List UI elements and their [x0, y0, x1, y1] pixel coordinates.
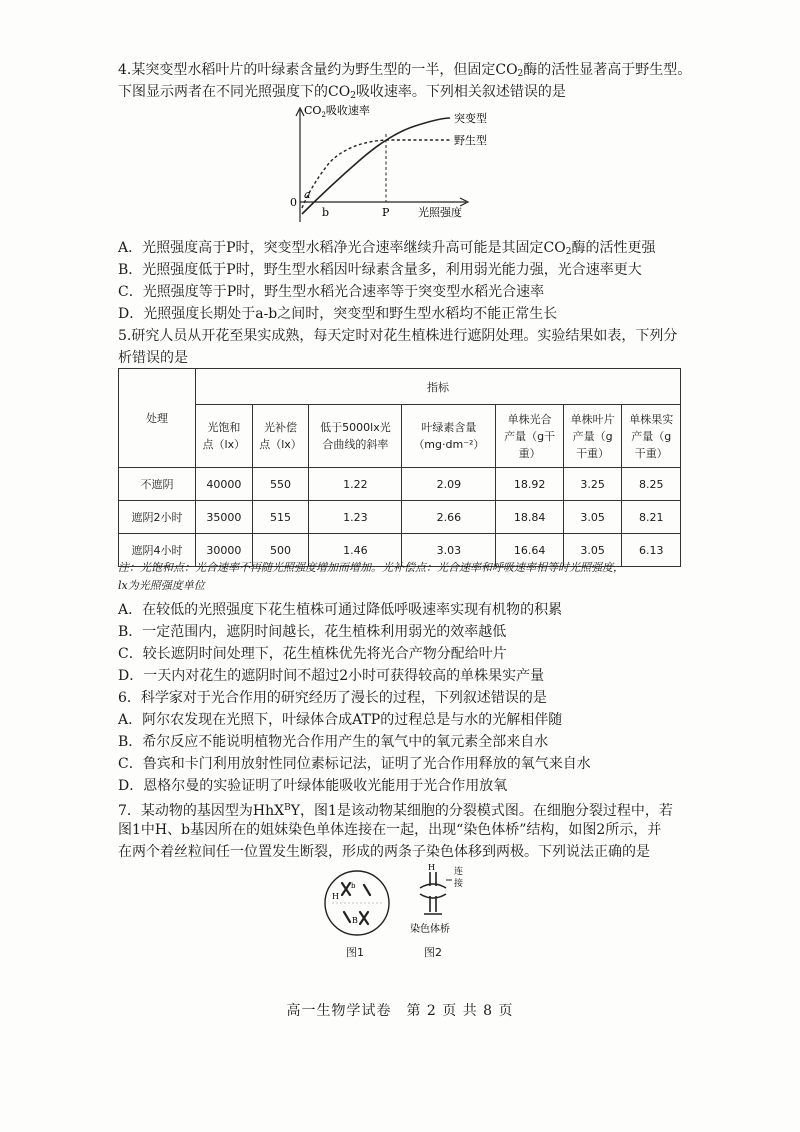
subheader-row	[119, 405, 681, 468]
q6-option-b: B．希尔反应不能说明植物光合作用产生的氧气中的氧元素全部来自水	[118, 734, 549, 750]
co2-absorption-graph	[290, 104, 510, 232]
table-body	[119, 468, 681, 567]
subheader-cell: 单株果实 产量（g 干重）	[622, 405, 681, 468]
mutant-curve	[302, 118, 450, 214]
q6-option-a: A．阿尔农发现在光照下，叶绿体合成ATP的过程总是与水的光解相伴随	[118, 712, 563, 728]
table-row	[119, 468, 681, 501]
q4-stem-line1: 4.某突变型水稻叶片的叶绿素含量约为野生型的一半，但固定$CO_2$酶的活性显著高于野生型。	[118, 62, 692, 79]
row-treatment-cell: 遮阴4小时	[119, 534, 196, 567]
wild-type-curve	[302, 140, 450, 208]
bridge-drawing	[420, 872, 446, 914]
table-cell: 30000	[196, 534, 253, 567]
fig1-label-b: b	[351, 882, 356, 890]
q4-stem-line2: 下图显示两者在不同光照强度下的$CO_2$吸收速率。下列相关叙述错误的是	[118, 84, 566, 101]
point-p-label: P	[382, 206, 390, 219]
subheader-cell: 低于5000lx光 合曲线的斜率	[309, 405, 402, 468]
q5-option-b: B．一定范围内，遮阴时间越长，花生植株利用弱光的效率越低	[118, 624, 507, 640]
point-a-label: a	[304, 188, 311, 201]
header-treatment: 处理	[119, 369, 196, 468]
table-cell: 16.64	[496, 534, 564, 567]
fig2-label-h: H	[428, 863, 435, 872]
q5-note-line1: 注：光饱和点：光合速率不再随光照强度增加而增加。光补偿点：光合速率和呼吸速率相等时光照强度，	[118, 561, 624, 574]
legend-wild-type: 野生型	[454, 134, 487, 147]
table-cell: 550	[252, 468, 309, 501]
q4-option-a: A．光照强度高于P时，突变型水稻净光合速率继续升高可能是其固定$CO_2$酶的活性更强	[118, 240, 656, 257]
table-cell: 3.05	[563, 534, 622, 567]
subheader-cell: 光补偿 点（lx）	[252, 405, 309, 468]
q4-option-d: D．光照强度长期处于a-b之间时，突变型和野生型水稻均不能正常生长	[118, 306, 558, 322]
fig2-label-connect-2: 接	[454, 879, 464, 889]
fig2-label-bridge: 染色体桥	[410, 924, 450, 935]
figure1-cell-diagram	[322, 868, 392, 938]
q4-option-c: C．光照强度等于P时，野生型水稻光合速率等于突变型水稻光合速率	[118, 284, 545, 300]
table-cell: 1.46	[309, 534, 402, 567]
subheader-cell: 单株光合 产量（g干 重）	[496, 405, 564, 468]
fig1-label-b-upper: B	[352, 916, 358, 925]
q5-option-d: D．一天内对花生的遮阴时间不超过2小时可获得较高的单株果实产量	[118, 668, 545, 684]
subheader-cell: 单株叶片 产量（g 干重）	[563, 405, 622, 468]
q7-stem-line2: 图1中H、b基因所在的姐妹染色单体连接在一起，出现“染色体桥”结构，如图2所示，并	[118, 822, 662, 838]
figure2-chromosome-bridge	[410, 860, 470, 940]
table-cell: 3.03	[402, 534, 496, 567]
table-cell: 515	[252, 501, 309, 534]
table-cell: 3.05	[563, 501, 622, 534]
row-treatment-cell: 不遮阴	[119, 468, 196, 501]
page-footer: 高一生物学试卷 第 2 页 共 8 页	[286, 1003, 514, 1019]
shading-results-table	[118, 368, 681, 567]
fig2-label-connect-1: 连	[454, 867, 464, 877]
table-cell: 35000	[196, 501, 253, 534]
table-cell: 8.25	[622, 468, 681, 501]
x-axis-label: 光照强度	[418, 206, 462, 219]
subheader-cell: 光饱和 点（lx）	[196, 405, 253, 468]
q6-stem: 6．科学家对于光合作用的研究经历了漫长的过程，下列叙述错误的是	[118, 690, 547, 706]
figure2-caption: 图2	[424, 946, 442, 959]
q5-stem-line2: 析错误的是	[118, 350, 188, 366]
table-cell: 8.21	[622, 501, 681, 534]
origin-label: 0	[290, 196, 297, 209]
figure1-caption: 图1	[346, 946, 364, 959]
table-cell: 6.13	[622, 534, 681, 567]
table-cell: 40000	[196, 468, 253, 501]
header-indicator: 指标	[196, 369, 681, 405]
q5-option-c: C．较长遮阴时间处理下，花生植株优先将光合产物分配给叶片	[118, 646, 507, 662]
q4-option-b: B．光照强度低于P时，野生型水稻因叶绿素含量多，利用弱光能力强，光合速率更大	[118, 262, 642, 278]
row-treatment-cell: 遮阴2小时	[119, 501, 196, 534]
point-b-label: b	[322, 206, 330, 219]
q5-option-a: A．在较低的光照强度下花生植株可通过降低呼吸速率实现有机物的积累	[118, 602, 563, 618]
table-cell: 2.66	[402, 501, 496, 534]
table-row	[119, 501, 681, 534]
q6-option-c: C．鲁宾和卡门利用放射性同位素标记法，证明了光合作用释放的氧气来自水	[118, 756, 591, 772]
table-cell: 500	[252, 534, 309, 567]
q7-stem-line1: 7．某动物的基因型为HhX$^B$Y，图1是该动物某细胞的分裂模式图。在细胞分裂过程中，若	[118, 803, 673, 819]
q5-stem-line1: 5.研究人员从开花至果实成熟，每天定时对花生植株进行遮阴处理。实验结果如表，下列分	[118, 328, 678, 344]
y-axis-label: $CO_2$吸收速率	[304, 104, 370, 119]
subheader-cell: 叶绿素含量 （mg·dm⁻²）	[402, 405, 496, 468]
q7-stem-line3: 在两个着丝粒间任一位置发生断裂，形成的两条子染色体移到两极。下列说法正确的是	[118, 844, 650, 860]
table-cell: 1.22	[309, 468, 402, 501]
legend-mutant: 突变型	[454, 112, 487, 125]
table-cell: 2.09	[402, 468, 496, 501]
table-cell: 18.84	[496, 501, 564, 534]
q6-option-d: D．恩格尔曼的实验证明了叶绿体能吸收光能用于光合作用放氧	[118, 778, 508, 794]
fig1-label-h: H	[332, 892, 339, 901]
table-cell: 1.23	[309, 501, 402, 534]
q5-note-line2: lx为光照强度单位	[118, 579, 205, 592]
table-cell: 18.92	[496, 468, 564, 501]
table-cell: 3.25	[563, 468, 622, 501]
